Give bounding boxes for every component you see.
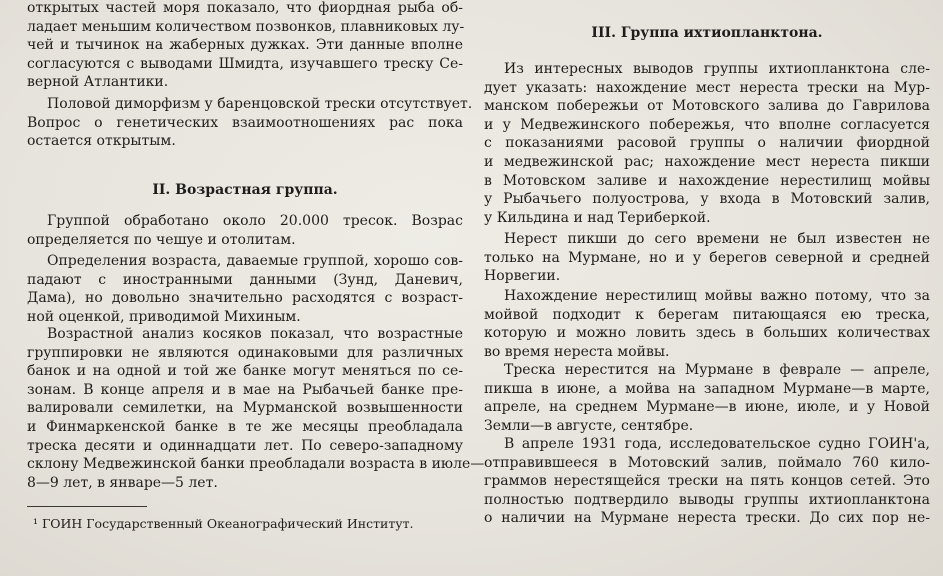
text-line: которую и можно ловить здесь в больших количествах [484, 325, 930, 342]
section-heading: III. Группа ихтиопланктона. [591, 25, 823, 41]
paragraph [27, 325, 485, 492]
text-line: только на Мурмане, но и у берегов северной и средней [484, 249, 930, 266]
text-line: манском побережьи от Мотовского залива до Гаврилова [484, 98, 930, 115]
text-line: Определения возраста, даваемые группой, хорошо сов- [47, 253, 463, 269]
text-line: чей и тычинок на жаберных дужках. Эти данные вполне [27, 37, 463, 54]
text-line: верной Атлантики. [27, 74, 169, 91]
paragraph [27, 95, 473, 151]
paragraph [27, 252, 463, 326]
text-line: Норвегии. [484, 268, 561, 285]
text-line: пикша в июне, а мойва на западном Мурмане—в марте, [484, 380, 930, 397]
text-line: ной оценкой, приводимой Михиным. [27, 308, 301, 325]
paragraph [484, 435, 930, 528]
text-line: ладает меньшим количеством позвонков, плавниковых лу- [27, 18, 465, 35]
paragraph [27, 212, 463, 249]
text-line: и у Медвежинского побережья, что вполне согласуется [484, 116, 930, 133]
text-line: определяется по чешуе и отолитам. [27, 231, 296, 248]
text-line: склону Медвежинской банки преобладали возраста в июле— [27, 456, 485, 473]
text-line: Треска нерестится на Мурмане в феврале — апреле, [504, 362, 930, 378]
text-line: апреле, на среднем Мурмане—в июне, июле, и у Новой [484, 399, 930, 416]
text-line: Из интересных выводов группы ихтиопланктона сле- [504, 61, 930, 77]
text-line: с показаниями расовой группы о наличии фиордной [484, 135, 930, 152]
text-line: дует указать: нахождение мест нереста трески на Мур- [484, 79, 930, 96]
footnote: ¹ ГОИН Государственный Океанографический Институт. [33, 516, 414, 531]
text-line: Половой диморфизм у баренцовской трески отсутствует. [47, 96, 473, 112]
paragraph [484, 60, 930, 227]
text-line: Дама), но довольно значительно расходятся с возраст- [27, 290, 463, 307]
paragraph [484, 361, 930, 435]
text-line: остается открытым. [27, 133, 176, 150]
text-line: во время нереста мойвы. [484, 343, 670, 360]
text-line: у Рыбачьего полуострова, у входа в Мотовский залив, [484, 191, 930, 208]
paragraph [27, 0, 463, 92]
text-line: зонам. В конце апреля и в мае на Рыбачьей банке пре- [27, 381, 463, 398]
text-line: и медвежинской рас; нахождение мест нереста пикши [484, 153, 930, 170]
text-line: падают с иностранными данными (Зунд, Даневич, [27, 271, 463, 288]
section-heading: II. Возрастная группа. [152, 182, 338, 198]
text-line: 8—9 лет, в январе—5 лет. [27, 474, 218, 491]
text-line: группировки не являются одинаковыми для различных [27, 344, 463, 361]
paragraph [484, 230, 930, 286]
text-line: и Финмаркенской банке в те же месяцы преобладала [27, 418, 463, 435]
text-line: в Мотовском заливе и нахождение нерестилищ мойвы [484, 172, 930, 189]
text-line: граммов нерестящейся трески на пять концов сетей. Это [484, 473, 930, 490]
text-line: у Кильдина и над Териберкой. [484, 209, 711, 226]
text-line: отправившееся в Мотовский залив, поймало 760 кило- [484, 454, 930, 471]
text-line: валировали семилетки, на Мурманской возвышенности [27, 400, 463, 417]
text-line: Нерест пикши до сего времени не был известен не [504, 231, 930, 247]
text-line: о наличии на Мурмане нереста трески. До сих пор не- [484, 510, 930, 527]
footnote-divider [27, 506, 147, 507]
text-line: Вопрос о генетических взаимоотношениях рас пока [27, 114, 463, 131]
text-line: Группой обработано около 20.000 тресок. Возрас [47, 213, 463, 229]
text-line: согласуются с выводами Шмидта, изучавшего треску Се- [27, 55, 463, 72]
text-line: В апреле 1931 года, исследовательское судно ГОИН'а, [504, 436, 930, 452]
text-line: Земли—в августе, сентябре. [484, 417, 694, 434]
text-line: мойвой подходит к берегам питающаяся ею треска, [484, 306, 930, 323]
paragraph [484, 287, 930, 361]
text-line: треска десяти и одиннадцати лет. По северо-западному [27, 437, 463, 454]
text-line: банок и на одной и той же банке могут меняться по се- [27, 363, 463, 380]
text-line: полностью подтвердило выводы группы ихтиопланктона [484, 491, 930, 508]
text-line: Нахождение нерестилищ мойвы важно потому, что за [504, 288, 930, 304]
text-line: Возрастной анализ косяков показал, что возрастные [47, 326, 463, 342]
text-line: открытых частей моря показало, что фиордная рыба об- [27, 0, 463, 16]
